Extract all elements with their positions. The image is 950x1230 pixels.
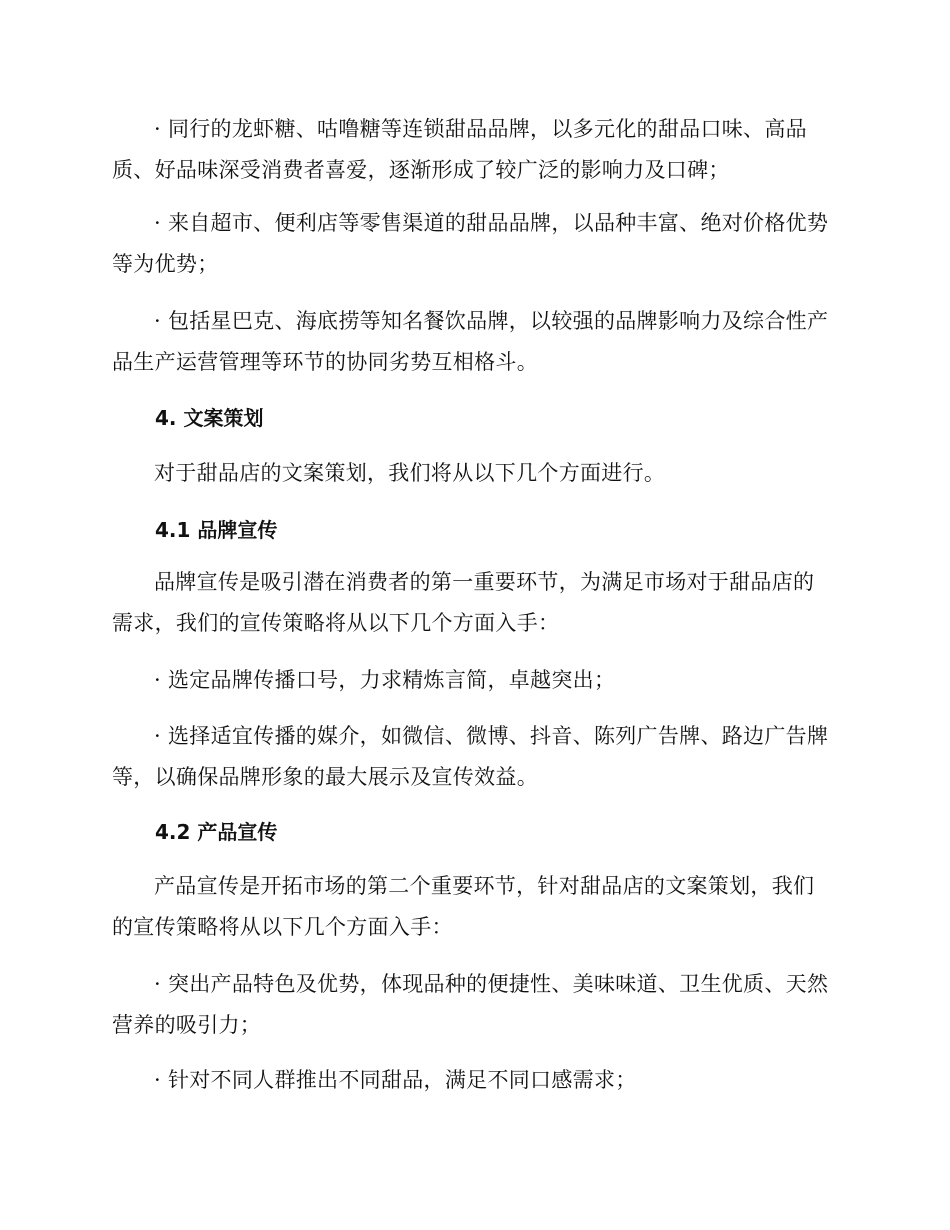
subsection-heading-brand-promotion: 4.1 品牌宣传 — [155, 518, 278, 542]
paragraph-brand-promotion: 品牌宣传是吸引潜在消费者的第一重要环节，为满足市场对于甜品店的需求，我们的宣传策略将从以下几个方面入手： — [112, 570, 815, 635]
bullet-paragraph-different-groups: · 针对不同人群推出不同甜品，满足不同口感需求； — [154, 1068, 637, 1092]
subsection-heading-product-promotion: 4.2 产品宣传 — [155, 820, 278, 844]
bullet-paragraph-product-features: · 突出产品特色及优势，体现品种的便捷性、美味味道、卫生优质、天然营养的吸引力； — [112, 972, 829, 1037]
paragraph-product-promotion: 产品宣传是开拓市场的第二个重要环节，针对甜品店的文案策划，我们的宣传策略将从以下几个方面入手： — [112, 874, 815, 939]
bullet-paragraph-chain-brands: · 同行的龙虾糖、咕噜糖等连锁甜品品牌，以多元化的甜品口味、高品质、好品味深受消费者喜爱，逐渐形成了较广泛的影响力及口碑； — [112, 117, 807, 182]
bullet-paragraph-slogan: · 选定品牌传播口号，力求精炼言简，卓越突出； — [154, 668, 616, 692]
bullet-paragraph-media: · 选择适宜传播的媒介，如微信、微博、抖音、陈列广告牌、路边广告牌等，以确保品牌形象的最大展示及宣传效益。 — [112, 724, 829, 789]
bullet-paragraph-retail-brands: · 来自超市、便利店等零售渠道的甜品品牌，以品种丰富、绝对价格优势等为优势； — [112, 211, 829, 276]
paragraph-copywriting-intro: 对于甜品店的文案策划，我们将从以下几个方面进行。 — [154, 461, 666, 485]
section-heading-copywriting: 4. 文案策划 — [155, 406, 264, 430]
bullet-paragraph-restaurant-brands: · 包括星巴克、海底捞等知名餐饮品牌，以较强的品牌影响力及综合性产品生产运营管理等环节的协同劣势互相格斗。 — [112, 309, 829, 374]
